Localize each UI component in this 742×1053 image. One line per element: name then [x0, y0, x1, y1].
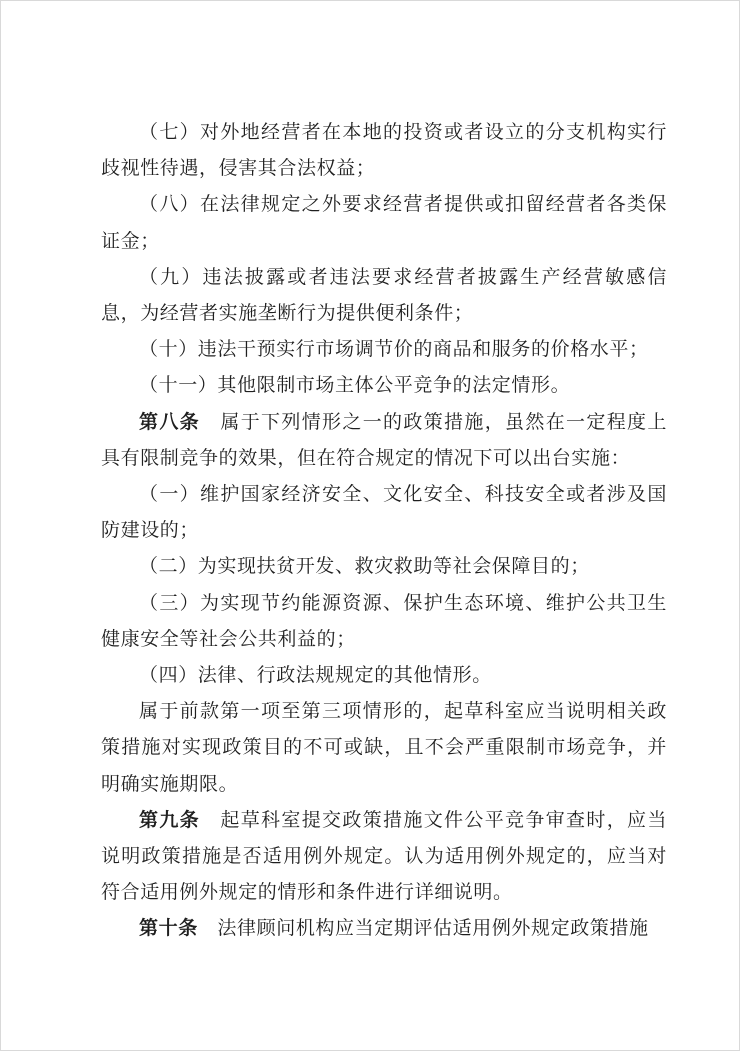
document-body: [101, 114, 667, 947]
paragraph-11: （十一）其他限制市场主体公平竞争的法定情形。: [139, 374, 571, 397]
exception-item-2: （二）为实现扶贫开发、救灾救助等社会保障目的；: [139, 555, 590, 578]
article-8: 第八条 属于下列情形之一的政策措施，虽然在一定程度上具有限制竞争的效果，但在符合规定的情况下可以出台实施：: [101, 410, 667, 469]
paragraph-8: （八）在法律规定之外要求经营者提供或扣留经营者各类保证金；: [101, 193, 667, 252]
paragraph-10: （十）违法干预实行市场调节价的商品和服务的价格水平；: [139, 338, 649, 361]
article-10-number: 第十条: [139, 917, 198, 940]
article-9: 第九条 起草科室提交政策措施文件公平竞争审查时，应当说明政策措施是否适用例外规定。认为适用例外规定的，应当对符合适用例外规定的情形和条件进行详细说明。: [101, 808, 667, 904]
article-10: 第十条 法律顾问机构应当定期评估适用例外规定政策措施: [139, 917, 649, 940]
exception-note: 属于前款第一项至第三项情形的，起草科室应当说明相关政策措施对实现政策目的不可或缺，且不会严重限制市场竞争，并明确实施期限。: [101, 700, 667, 795]
article-8-number: 第八条: [139, 410, 201, 433]
exception-item-1: （一）维护国家经济安全、文化安全、科技安全或者涉及国防建设的；: [101, 483, 667, 542]
exception-item-3: （三）为实现节约能源资源、保护生态环境、维护公共卫生健康安全等社会公共利益的；: [101, 591, 667, 650]
paragraph-9: （九）违法披露或者违法要求经营者披露生产经营敏感信息，为经营者实施垄断行为提供便利条件；: [101, 265, 667, 325]
exception-item-4: （四）法律、行政法规规定的其他情形。: [139, 664, 492, 687]
paragraph-7: （七）对外地经营者在本地的投资或者设立的分支机构实行歧视性待遇，侵害其合法权益；: [101, 121, 667, 180]
article-9-number: 第九条: [139, 808, 201, 831]
